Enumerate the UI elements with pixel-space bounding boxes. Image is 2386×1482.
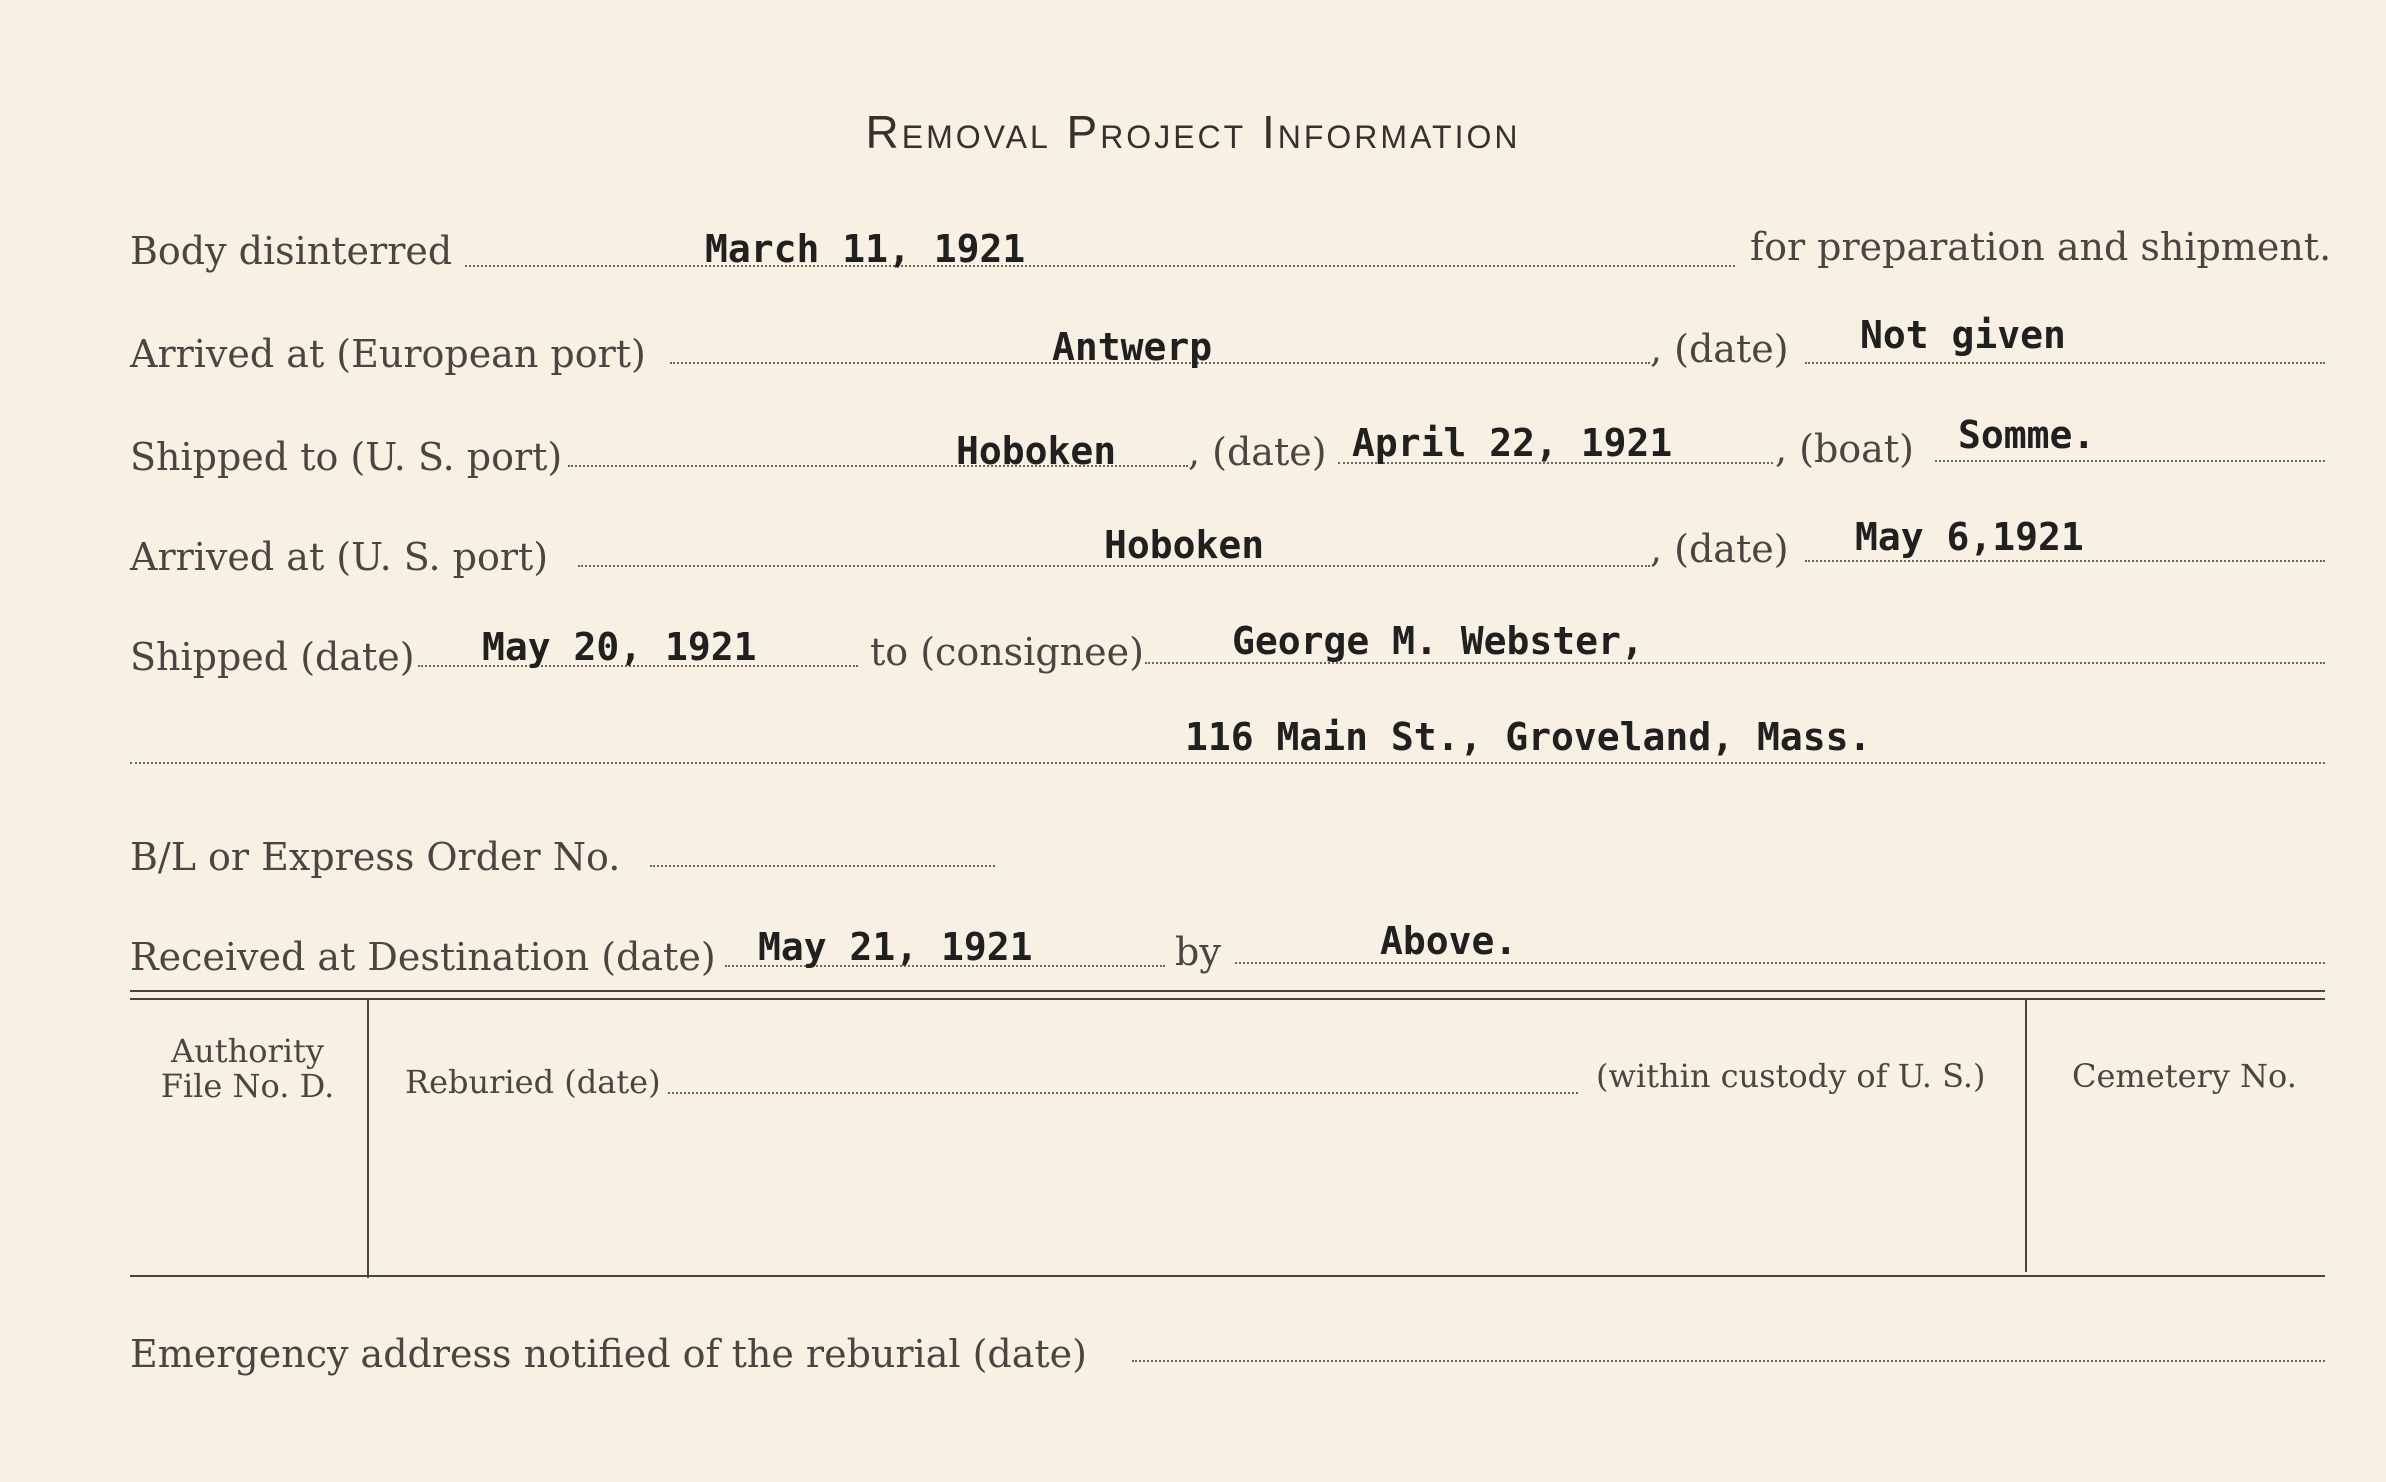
card-title: Removal Project Information (865, 106, 1521, 158)
value-boat: Somme. (1958, 413, 2096, 457)
divider-right (2025, 1000, 2027, 1272)
value-received-by: Above. (1380, 919, 1518, 963)
line-consignee-address (130, 762, 2325, 764)
line-body-disinterred (465, 265, 1735, 267)
label-to-consignee: to (consignee) (870, 630, 1144, 674)
label-arrived-us: Arrived at (U. S. port) (130, 535, 549, 579)
value-shipped-date: May 20, 1921 (482, 625, 757, 669)
label-for-preparation: for preparation and shipment. (1750, 225, 2332, 269)
label-by: by (1175, 930, 1221, 974)
label-boat: , (boat) (1775, 427, 1914, 471)
label-shipped-to-us: Shipped to (U. S. port) (130, 435, 563, 479)
label-cemetery-no: Cemetery No. (2072, 1057, 2297, 1095)
label-emergency: Emergency address notified of the reburial (date) (130, 1332, 1087, 1376)
value-arrived-date-us: May 6,1921 (1855, 515, 2084, 559)
line-boat (1935, 460, 2325, 462)
label-shipped-date-suffix: , (date) (1188, 430, 1327, 474)
value-received-date: May 21, 1921 (758, 925, 1033, 969)
label-reburied: Reburied (date) (405, 1063, 661, 1101)
value-consignee-address: 116 Main St., Groveland, Mass. (1185, 715, 1872, 759)
value-shipped-date-us: April 22, 1921 (1352, 421, 1673, 465)
label-european-date: , (date) (1650, 327, 1789, 371)
label-bl-order: B/L or Express Order No. (130, 835, 621, 879)
rule-top-1 (130, 990, 2325, 992)
label-shipped-date: Shipped (date) (130, 635, 415, 679)
line-bl-order (650, 865, 995, 867)
value-us-port-shipped: Hoboken (956, 429, 1117, 473)
label-file-no: File No. D. (160, 1067, 335, 1105)
line-european-date (1805, 362, 2325, 364)
value-european-date: Not given (1860, 313, 2066, 357)
divider-left (367, 1000, 369, 1278)
line-emergency (1132, 1360, 2325, 1362)
label-received-dest: Received at Destination (date) (130, 935, 716, 979)
label-within-custody: (within custody of U. S.) (1596, 1057, 1986, 1095)
label-arrived-date-suffix: , (date) (1650, 527, 1789, 571)
label-body-disinterred: Body disinterred (130, 229, 453, 273)
value-european-port: Antwerp (1052, 325, 1213, 369)
value-disinterred-date: March 11, 1921 (705, 227, 1026, 271)
value-us-port-arrived: Hoboken (1104, 523, 1265, 567)
value-consignee-name: George M. Webster, (1232, 619, 1644, 663)
label-arrived-european: Arrived at (European port) (130, 332, 646, 376)
line-reburied (668, 1092, 1578, 1094)
rule-bottom (130, 1275, 2325, 1277)
rule-top-2 (130, 998, 2325, 1000)
label-authority: Authority (171, 1032, 324, 1070)
line-arrived-date-us (1805, 560, 2325, 562)
